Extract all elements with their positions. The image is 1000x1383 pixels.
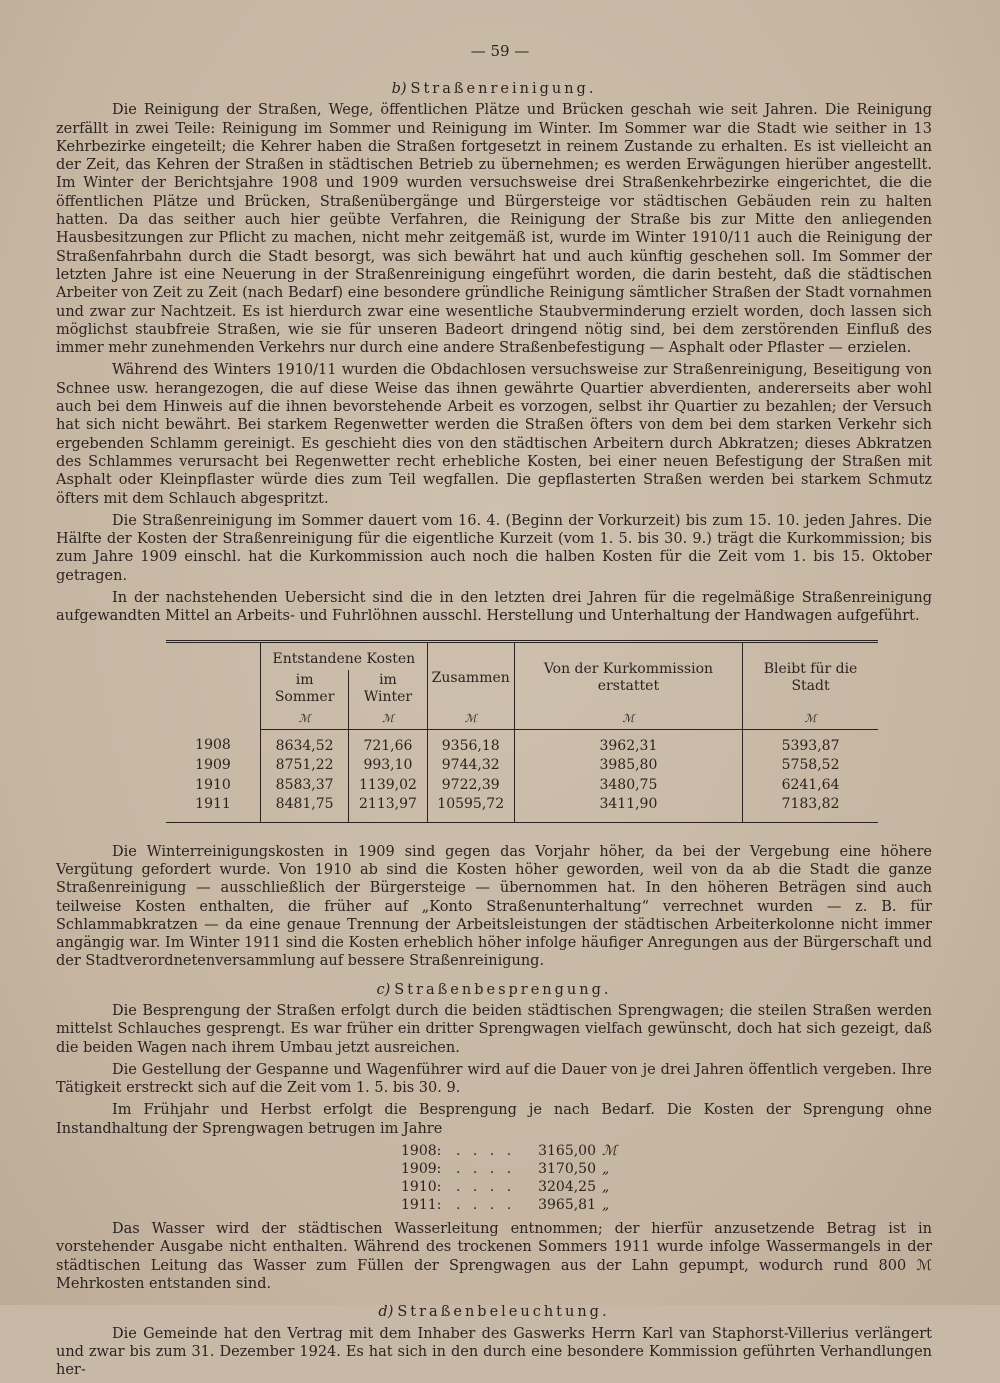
- row-year: 1910: [195, 776, 231, 793]
- unit-label: ℳ: [349, 708, 427, 730]
- list-item: [401, 1142, 932, 1160]
- section-c-paragraph-2: Die Gestellung der Gespanne und Wagenführer wird auf die Dauer von je drei Jahren öffentlich vergeben. Ihre Tätigkeit erstreckt sich auf die Zeit vom 1. 5. bis 30. 9.: [56, 1061, 932, 1097]
- summer-column-header: im Sommer: [261, 670, 349, 708]
- summer-cell: 8751,22: [261, 756, 349, 776]
- winter-cell: 1139,02: [349, 776, 427, 796]
- section-b-paragraph-3: Die Straßenreinigung im Sommer dauert vom 16. 4. (Beginn der Vorkurzeit) bis zum 15. 10. jeden Jahres. Die Hälfte der Kosten der Straßenreinigung für die eigentliche Kurzeit (vom 1. 5. bis 30. 9.) trägt die Kurkommission; bis zum Jahre 1909 einschl. hat die Kurkommission auch noch die halben Kosten für die Zeit vom 1. bis 15. Oktober getragen.: [56, 512, 932, 584]
- cost-year: 1911:: [401, 1197, 442, 1214]
- row-year: 1908: [195, 737, 231, 754]
- winter-cell: 993,10: [349, 756, 427, 776]
- section-d-heading: [56, 1303, 932, 1321]
- city-cell: 6241,64: [743, 776, 878, 796]
- after-table-paragraph: Die Winterreinigungskosten in 1909 sind gegen das Vorjahr höher, da bei der Vergebung eine höhere Vergütung gefordert wurde. Von 1910 ab sind die Kosten höher geworden, weil von da ab die Stadt die ganze Straßenreinigung — ausschließlich der Bürgersteige — übernommen hat. In den höheren Beträgen sind auch teilweise Kosten enthalten, die früher auf „Konto Straßenunterhaltung“ verrechnet wurden — z. B. für Schlammabkratzen — da eine genaue Trennung der Arbeitsleistungen der städtischen Arbeiterkolonne nicht immer angängig war. Im Winter 1911 sind die Kosten erheblich höher infolge häufiger Anregungen aus der Bürgerschaft und der Stadtverordnetenversammlung auf bessere Straßenreinigung.: [56, 843, 932, 970]
- table-units-row: [166, 708, 878, 730]
- city-cell: 5393,87: [743, 729, 878, 756]
- unit-label: ℳ: [261, 708, 349, 730]
- section-d-title: Straßenbeleuchtung.: [397, 1304, 610, 1321]
- cost-unit: „: [602, 1179, 610, 1196]
- leader-dots: . . . .: [456, 1161, 516, 1178]
- cost-year: 1908:: [401, 1143, 442, 1160]
- page-content: [56, 76, 932, 1383]
- winter-cell: 2113,97: [349, 795, 427, 822]
- section-c-paragraph-4: Das Wasser wird der städtischen Wasserleitung entnommen; der hierfür anzusetzende Betrag ist in vorstehender Ausgabe nicht enthalten. Während des trockenen Sommers 1911 wurde infolge Wassermangels in der städtischen Leitung das Wasser zum Füllen der Sprengwagen aus der Lahn gepumpt, wodurch rund 800 ℳ Mehrkosten entstanden sind.: [56, 1221, 932, 1292]
- list-item: [401, 1196, 932, 1214]
- cost-table: [166, 640, 878, 823]
- summer-cell: 8583,37: [261, 776, 349, 796]
- winter-column-header: im Winter: [349, 670, 427, 708]
- cost-unit: „: [602, 1197, 610, 1214]
- sprinkling-costs-list: [401, 1142, 932, 1214]
- winter-cell: 721,66: [349, 729, 427, 756]
- section-c-title: Straßenbesprengung.: [394, 981, 612, 998]
- table-row: [166, 776, 878, 796]
- city-cell: 7183,82: [743, 795, 878, 822]
- leader-dots: . . . .: [456, 1143, 516, 1160]
- total-cell: 10595,72: [427, 795, 514, 822]
- table-header-row: [166, 641, 878, 670]
- total-cell: 9722,39: [427, 776, 514, 796]
- cost-value: 3170,50: [538, 1161, 596, 1178]
- total-cell: 9744,32: [427, 756, 514, 776]
- costs-group-header: Entstandene Kosten: [261, 641, 428, 670]
- cost-value: 3204,25: [538, 1179, 596, 1196]
- unit-label: ℳ: [514, 708, 742, 730]
- page-number: — 59 —: [470, 42, 530, 60]
- section-d-paragraph: Die Gemeinde hat den Vertrag mit dem Inhaber des Gaswerks Herrn Karl van Staphorst-Villerius verlängert und zwar bis zum 31. Dezember 1924. Es hat sich in den durch eine besondere Kommission geführten Verhandlungen her-: [56, 1325, 932, 1379]
- city-cell: 5758,52: [743, 756, 878, 776]
- section-b-letter: b): [391, 81, 407, 97]
- cost-unit: ℳ: [602, 1143, 617, 1160]
- year-column-header: [166, 641, 261, 729]
- kur-cell: 3962,31: [514, 729, 742, 756]
- section-b-title: Straßenreinigung.: [410, 81, 597, 97]
- row-year: 1909: [195, 757, 231, 774]
- cost-value: 3965,81: [538, 1197, 596, 1214]
- cost-unit: „: [602, 1161, 610, 1178]
- section-b-paragraph-2: Während des Winters 1910/11 wurden die Obdachlosen versuchsweise zur Straßenreinigung, Beseitigung von Schnee usw. herangezogen, die auf diese Weise das ihnen gewährte Quartier abverdienten, andererseits aber wohl auch bei dem Hinweis auf die ihnen bevorstehende Arbeit es vorzogen, selbst ihr Quartier zu bezahlen; der Versuch hat sich nicht bewährt. Bei starkem Regenwetter werden die Straßen öfters von dem bei dem starken Verkehr sich ergebenden Schlamm gereinigt. Es geschieht dies von den städtischen Arbeitern durch Abkratzen; dieses Abkratzen des Schlammes verursacht bei Regenwetter recht erhebliche Kosten, bei einer neuen Befestigung der Straßen mit Asphalt oder Kleinpflaster würde dies zum Teil wegfallen. Die gepflasterten Straßen werden bei starkem Schmutz öfters mit dem Schlauch abgespritzt.: [56, 362, 932, 507]
- table-row: [166, 795, 878, 822]
- section-c-paragraph-1: Die Besprengung der Straßen erfolgt durch die beiden städtischen Sprengwagen; die steilen Straßen werden mittelst Schlauches gesprengt. Es war früher ein dritter Sprengwagen vielfach gewünscht, doch hat sich gezeigt, daß die beiden Wagen nach ihrem Umbau jetzt ausreichen.: [56, 1002, 932, 1056]
- total-column-header: Zusammen: [427, 641, 514, 708]
- section-c-letter: c): [376, 981, 391, 998]
- table-row: [166, 756, 878, 776]
- row-year: 1911: [166, 795, 261, 822]
- city-column-header: Bleibt für die Stadt: [743, 641, 878, 708]
- section-b-paragraph-1: Die Reinigung der Straßen, Wege, öffentlichen Plätze und Brücken geschah wie seit Jahren. Die Reinigung zerfällt in zwei Teile: Reinigung im Sommer und Reinigung im Winter. Im Sommer war die Stadt wie seither in 13 Kehrbezirke eingeteilt; die Kehrer haben die Straßen fortgesetzt in reinem Zustande zu erhalten. Es ist vielleicht an der Zeit, das Kehren der Straßen in städtischen Betrieb zu übernehmen; es werden Erwägungen hierüber angestellt. Im Winter der Berichtsjahre 1908 und 1909 wurden versuchsweise drei Straßenkehrbezirke eingerichtet, die die öffentlichen Plätze und Brücken, Straßenübergänge und Bürgersteige vor städtischen Gebäuden rein zu halten hatten. Da das seither auch hier geübte Verfahren, die Reinigung der Straße bis zur Mitte den anliegenden Hausbesitzungen zur Pflicht zu machen, nicht mehr zeitgemäß ist, wurde im Winter 1910/11 auch die Reinigung der Straßenfahrbahn durch die Stadt besorgt, was sich bewährt hat und auch künftig geschehen soll. Im Sommer der letzten Jahre ist eine Neuerung in der Straßenreinigung eingeführt worden, die darin besteht, daß die städtischen Arbeiter von Zeit zu Zeit (nach Bedarf) eine besondere gründliche Reinigung sämtlicher Straßen der Stadt vornahmen und zwar zur Nachtzeit. Es ist hierdurch zwar eine wesentliche Staubverminderung erzielt worden, doch lassen sich möglichst staubfreie Straßen, wie sie für unseren Badeort dringend nötig sind, bei dem zerstörenden Einfluß des immer mehr zunehmenden Verkehrs nur durch eine andere Straßenbefestigung — Asphalt oder Pflaster — erzielen.: [56, 102, 932, 357]
- kur-cell: 3985,80: [514, 756, 742, 776]
- section-d-letter: d): [378, 1304, 394, 1321]
- section-b-heading: [56, 80, 932, 98]
- cost-year: 1910:: [401, 1179, 442, 1196]
- total-cell: 9356,18: [427, 729, 514, 756]
- unit-label: ℳ: [743, 708, 878, 730]
- section-c-paragraph-3: Im Frühjahr und Herbst erfolgt die Besprengung je nach Bedarf. Die Kosten der Sprengung ohne Instandhaltung der Sprengwagen betrugen im Jahre: [56, 1102, 932, 1137]
- list-item: [401, 1178, 932, 1196]
- summer-cell: 8634,52: [261, 729, 349, 756]
- cost-value: 3165,00: [538, 1143, 596, 1160]
- table-row: [166, 729, 878, 756]
- leader-dots: . . . .: [456, 1179, 516, 1196]
- unit-label: ℳ: [427, 708, 514, 730]
- section-c-heading: [56, 981, 932, 999]
- kur-cell: 3411,90: [514, 795, 742, 822]
- kur-column-header: Von der Kurkommission erstattet: [514, 641, 742, 708]
- leader-dots: . . . .: [456, 1197, 516, 1214]
- summer-cell: 8481,75: [261, 795, 349, 822]
- list-item: [401, 1160, 932, 1178]
- section-b-paragraph-4: In der nachstehenden Uebersicht sind die in den letzten drei Jahren für die regelmäßige Straßenreinigung aufgewandten Mittel an Arbeits- und Fuhrlöhnen ausschl. Herstellung und Unterhaltung der Handwagen aufgeführt.: [56, 590, 932, 625]
- cost-year: 1909:: [401, 1161, 442, 1178]
- kur-cell: 3480,75: [514, 776, 742, 796]
